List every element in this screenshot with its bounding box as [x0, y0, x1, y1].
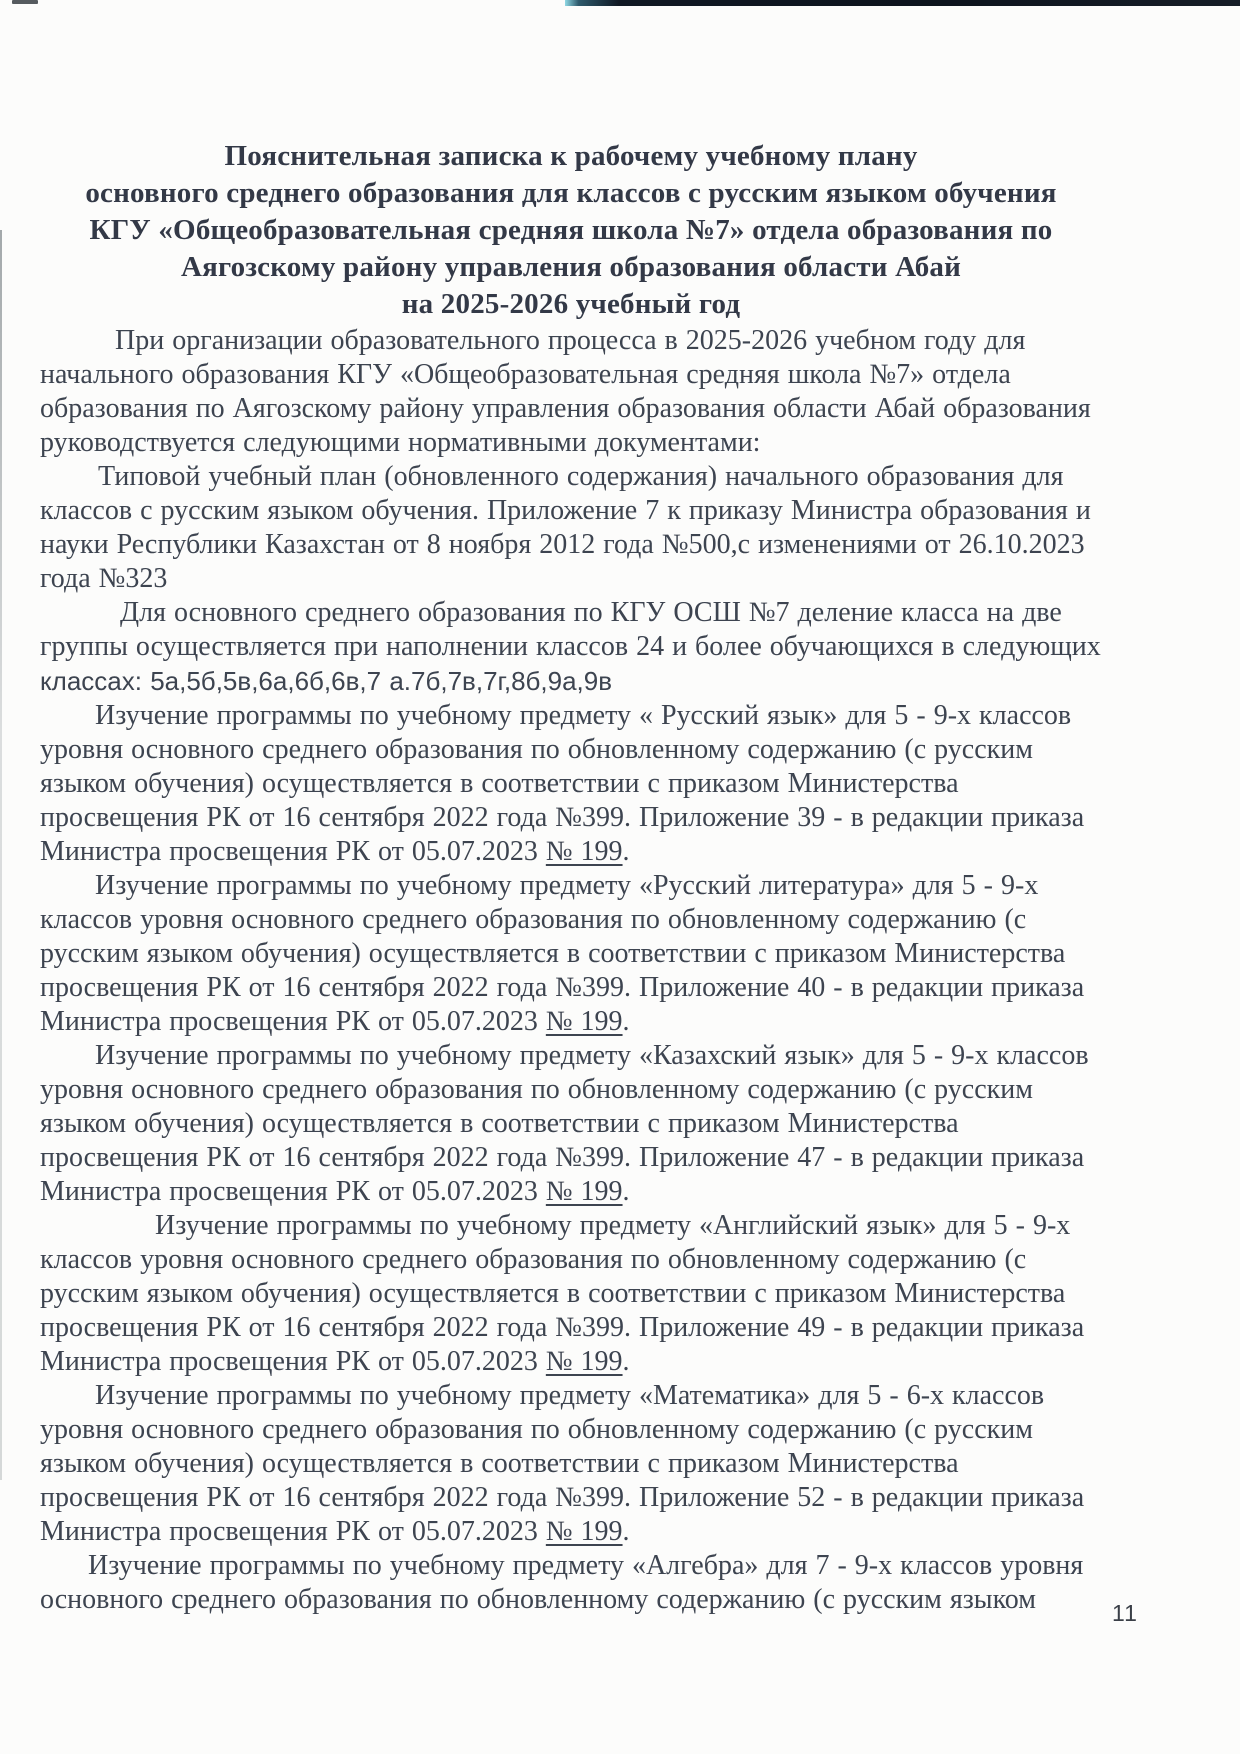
paragraph-text: Изучение программы по учебному предмету «Алгебра» для 7 - 9-х классов уровня основного среднего образования по обновленному содержанию (с русским языком [40, 1550, 1084, 1615]
paragraph [40, 1039, 1102, 1209]
paragraph-tail: . [622, 1006, 630, 1037]
scanner-edge-top [565, 0, 1240, 6]
paragraph-text: Типовой учебный план (обновленного содержания) начального образования для классов с русским языком обучения. Приложение 7 к приказу Министра образования и науки Республики Казахстан от 8 ноября 2012 года №500,с изменениями от 26.10.2023 года №323 [40, 461, 1091, 594]
class-list: классах: 5а,5б,5в,6а,6б,6в,7 а.7б,7в,7г,8б,9а,9в [40, 666, 613, 696]
title-line: КГУ «Общеобразовательная средняя школа №7» отдела образования по [89, 214, 1053, 246]
paragraph-text: При организации образовательного процесса в 2025-2026 учебном году для начального образования КГУ «Общеобразовательная средняя школа №7» отдела образования по Аягозскому району управления образования области Абай образования руководствуется следующими нормативными документами: [40, 325, 1091, 458]
scanner-edge-left [0, 230, 2, 1480]
paragraph [40, 324, 1102, 460]
paragraph-tail: . [622, 836, 630, 867]
document-body [40, 324, 1102, 1617]
title-line: Пояснительная записка к рабочему учебному плану [224, 140, 918, 172]
paragraph-text: Изучение программы по учебному предмету «Казахский язык» для 5 - 9-х классов уровня основного среднего образования по обновленному содержанию (с русским языком обучения) осуществляется в соответствии с приказом Министерства просвещения РК от 16 сентября 2022 года №399. Приложение 47 - в редакции приказа Министра просвещения РК от 05.07.2023 [40, 1040, 1089, 1207]
paragraph-text: Изучение программы по учебному предмету « Русский язык» для 5 - 9-х классов уровня основного среднего образования по обновленному содержанию (с русским языком обучения) осуществляется в соответствии с приказом Министерства просвещения РК от 16 сентября 2022 года №399. Приложение 39 - в редакции приказа Министра просвещения РК от 05.07.2023 [40, 700, 1085, 867]
document-content [40, 138, 1102, 1617]
order-number-underlined: № 199 [545, 1516, 623, 1547]
page-number: 11 [1112, 1600, 1138, 1626]
scanner-speck [12, 0, 38, 4]
paragraph-tail: . [622, 1516, 630, 1547]
title-line: на 2025-2026 учебный год [401, 288, 741, 320]
paragraph [40, 869, 1102, 1039]
paragraph [40, 596, 1102, 699]
title-line: Аягозскому району управления образования области Абай [180, 251, 962, 283]
paragraph-text: Изучение программы по учебному предмету «Английский язык» для 5 - 9-х классов уровня основного среднего образования по обновленному содержанию (с русским языком обучения) осуществляется в соответствии с приказом Министерства просвещения РК от 16 сентября 2022 года №399. Приложение 49 - в редакции приказа Министра просвещения РК от 05.07.2023 [40, 1210, 1085, 1377]
title-line: основного среднего образования для классов с русским языком обучения [85, 177, 1057, 209]
paragraph [40, 1209, 1102, 1379]
order-number-underlined: № 199 [545, 836, 623, 867]
order-number-underlined: № 199 [545, 1346, 623, 1377]
document-title [40, 138, 1102, 323]
paragraph [40, 699, 1102, 869]
paragraph-text: Изучение программы по учебному предмету «Математика» для 5 - 6-х классов уровня основного среднего образования по обновленному содержанию (с русским языком обучения) осуществляется в соответствии с приказом Министерства просвещения РК от 16 сентября 2022 года №399. Приложение 52 - в редакции приказа Министра просвещения РК от 05.07.2023 [40, 1380, 1085, 1547]
order-number-underlined: № 199 [545, 1176, 623, 1207]
paragraph [40, 1379, 1102, 1549]
paragraph-text: Изучение программы по учебному предмету «Русский литература» для 5 - 9-х классов уровня основного среднего образования по обновленному содержанию (с русским языком обучения) осуществляется в соответствии с приказом Министерства просвещения РК от 16 сентября 2022 года №399. Приложение 40 - в редакции приказа Министра просвещения РК от 05.07.2023 [40, 870, 1085, 1037]
paragraph-tail: . [622, 1176, 630, 1207]
paragraph-text: Для основного среднего образования по КГУ ОСШ №7 деление класса на две группы осуществляется при наполнении классов 24 и более обучающихся в следующих [40, 597, 1101, 662]
order-number-underlined: № 199 [545, 1006, 623, 1037]
paragraph-tail: . [622, 1346, 630, 1377]
paragraph [40, 460, 1102, 596]
paragraph [40, 1549, 1102, 1617]
